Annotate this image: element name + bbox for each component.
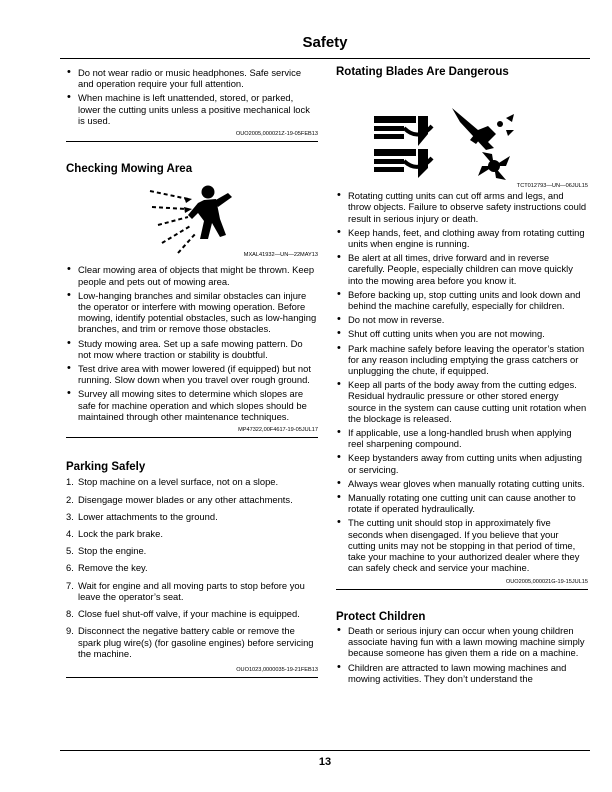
section-heading-parking: Parking Safely xyxy=(66,461,146,474)
step-number: 6. xyxy=(66,562,74,574)
list-item: • Always wear gloves when manually rotating cutting units. xyxy=(336,478,588,489)
step-text: Lock the park brake. xyxy=(78,528,163,540)
list-item: • Keep bystanders away from cutting units when adjusting or servicing. xyxy=(336,452,588,474)
intro-list xyxy=(66,67,318,126)
list-item: • The cutting unit should stop in approximately five seconds when disengaged. If you believe that your cutting units may not be stopping in that period of time, take your machine to your authorized dealer where they can safely check and service your machine. xyxy=(336,517,588,573)
section-rule xyxy=(66,141,318,142)
image-reference: MXAL41932—UN—22MAY13 xyxy=(243,252,318,259)
step-number: 3. xyxy=(66,510,74,522)
list-item: • Survey all mowing sites to determine which slopes are safe for machine operation and which slopes should be maintained through other maintenance techniques. xyxy=(66,388,318,422)
list-item: • Before backing up, stop cutting units and look down and behind the machine carefully, especially for children. xyxy=(336,289,588,311)
list-item: • Study mowing area. Set up a safe mowing pattern. Do not mow where traction or stability is doubtful. xyxy=(66,338,318,360)
step-number: 7. xyxy=(66,579,74,591)
section-rule xyxy=(66,437,318,438)
rotating-blades-list xyxy=(336,190,588,573)
list-item: • Manually rotating one cutting unit can cause another to rotate if operated hydraulically. xyxy=(336,492,588,514)
step-number: 1. xyxy=(66,476,74,488)
step-text: Stop machine on a level surface, not on a slope. xyxy=(78,476,279,488)
thrown-objects-illustration xyxy=(66,179,318,261)
step-text: Stop the engine. xyxy=(78,545,147,557)
step-number: 4. xyxy=(66,528,74,540)
step-number: 5. xyxy=(66,545,74,557)
step-item xyxy=(66,580,318,602)
image-reference: TCT012793—UN—06JUL15 xyxy=(516,183,588,189)
footer-rule xyxy=(60,750,590,751)
thrown-object-hazard-icon xyxy=(66,179,318,261)
step-item xyxy=(66,562,318,573)
list-item: • Keep hands, feet, and clothing away from rotating cutting units when engine is running. xyxy=(336,227,588,249)
step-item xyxy=(66,545,318,556)
step-item xyxy=(66,625,318,659)
list-item: • Test drive area with mower lowered (if equipped) but not running. Slow down when you travel over rough ground. xyxy=(66,363,318,385)
parking-steps xyxy=(66,476,318,658)
step-text: Disconnect the negative battery cable or remove the spark plug wire(s) (for gasoline engines) before servicing the machine. xyxy=(78,625,314,659)
step-item xyxy=(66,476,318,487)
list-item: • Death or serious injury can occur when young children associate having fun with a lawn mowing machine simply because someone has given them a ride on a machine. xyxy=(336,625,588,659)
step-text: Close fuel shut-off valve, if your machine is equipped. xyxy=(78,608,300,620)
list-item: • Low-hanging branches and similar obstacles can injure the operator or interfere with mowing operation. Before mowing, identify potential obstacles, such as low-hanging branches, and trim or remove those obstacles. xyxy=(66,290,318,335)
section-rule xyxy=(66,677,318,678)
step-item xyxy=(66,511,318,522)
list-item: • Be alert at all times, drive forward and in reverse carefully. People, especially children can move quickly into the mowing area before you know it. xyxy=(336,252,588,286)
step-text: Remove the key. xyxy=(78,562,148,574)
list-item: • Do not mow in reverse. xyxy=(336,314,588,325)
step-text: Disengage mower blades or any other attachments. xyxy=(78,493,293,505)
page-number: 13 xyxy=(318,756,332,768)
step-item xyxy=(66,494,318,505)
list-item: • Keep all parts of the body away from the cutting edges. Residual hydraulic pressure or other stored energy source in the system can cause cutting unit rotation when the blockage is released. xyxy=(336,379,588,424)
section-heading-mowing-area: Checking Mowing Area xyxy=(66,163,193,176)
mowing-area-list xyxy=(66,264,318,422)
step-number: 2. xyxy=(66,493,74,505)
reference-code: MP47322,00F4617-19-05JUL17 xyxy=(238,427,318,434)
section-heading-protect-children: Protect Children xyxy=(336,610,426,623)
rotating-blades-illustration xyxy=(336,84,588,194)
reference-code: OUO2005,000021G-19-15JUL15 xyxy=(505,578,588,585)
list-item: • Rotating cutting units can cut off arms and legs, and throw objects. Failure to observe safety instructions could result in serious injury or death. xyxy=(336,190,588,224)
step-number: 8. xyxy=(66,608,74,620)
step-number: 9. xyxy=(66,625,74,637)
list-item: • If applicable, use a long-handled brush when applying reel sharpening compound. xyxy=(336,427,588,449)
list-item: • Shut off cutting units when you are not mowing. xyxy=(336,328,588,339)
intro-item: • Do not wear radio or music headphones. Safe service and operation require your full attention. xyxy=(66,67,318,89)
header-rule xyxy=(60,58,590,59)
list-item: • Clear mowing area of objects that might be thrown. Keep people and pets out of mowing area. xyxy=(66,264,318,286)
section-heading-rotating-blades: Rotating Blades Are Dangerous xyxy=(336,66,509,78)
list-item: • Park machine safely before leaving the operator’s station for any reason including emptying the grass catchers or unplugging the chute, if equipped. xyxy=(336,343,588,377)
step-text: Lower attachments to the ground. xyxy=(78,510,218,522)
rotating-blade-hazard-icon xyxy=(336,84,588,184)
step-text: Wait for engine and all moving parts to stop before you leave the operator’s seat. xyxy=(78,579,305,602)
right-column xyxy=(336,67,588,687)
reference-code: OUO1023,0000035-19-21FEB13 xyxy=(236,666,318,673)
protect-children-list xyxy=(336,625,588,684)
intro-item: • When machine is left unattended, stored, or parked, lower the cutting units unless a positive mechanical lock is used. xyxy=(66,92,318,126)
left-column xyxy=(66,67,318,678)
step-item xyxy=(66,608,318,619)
section-rule xyxy=(336,589,588,590)
list-item: • Children are attracted to lawn mowing machines and mowing activities. They don’t understand the xyxy=(336,662,588,684)
step-item xyxy=(66,528,318,539)
reference-code: OUO2005,000021Z-19-05FEB13 xyxy=(235,131,318,138)
page-title: Safety xyxy=(302,34,348,51)
